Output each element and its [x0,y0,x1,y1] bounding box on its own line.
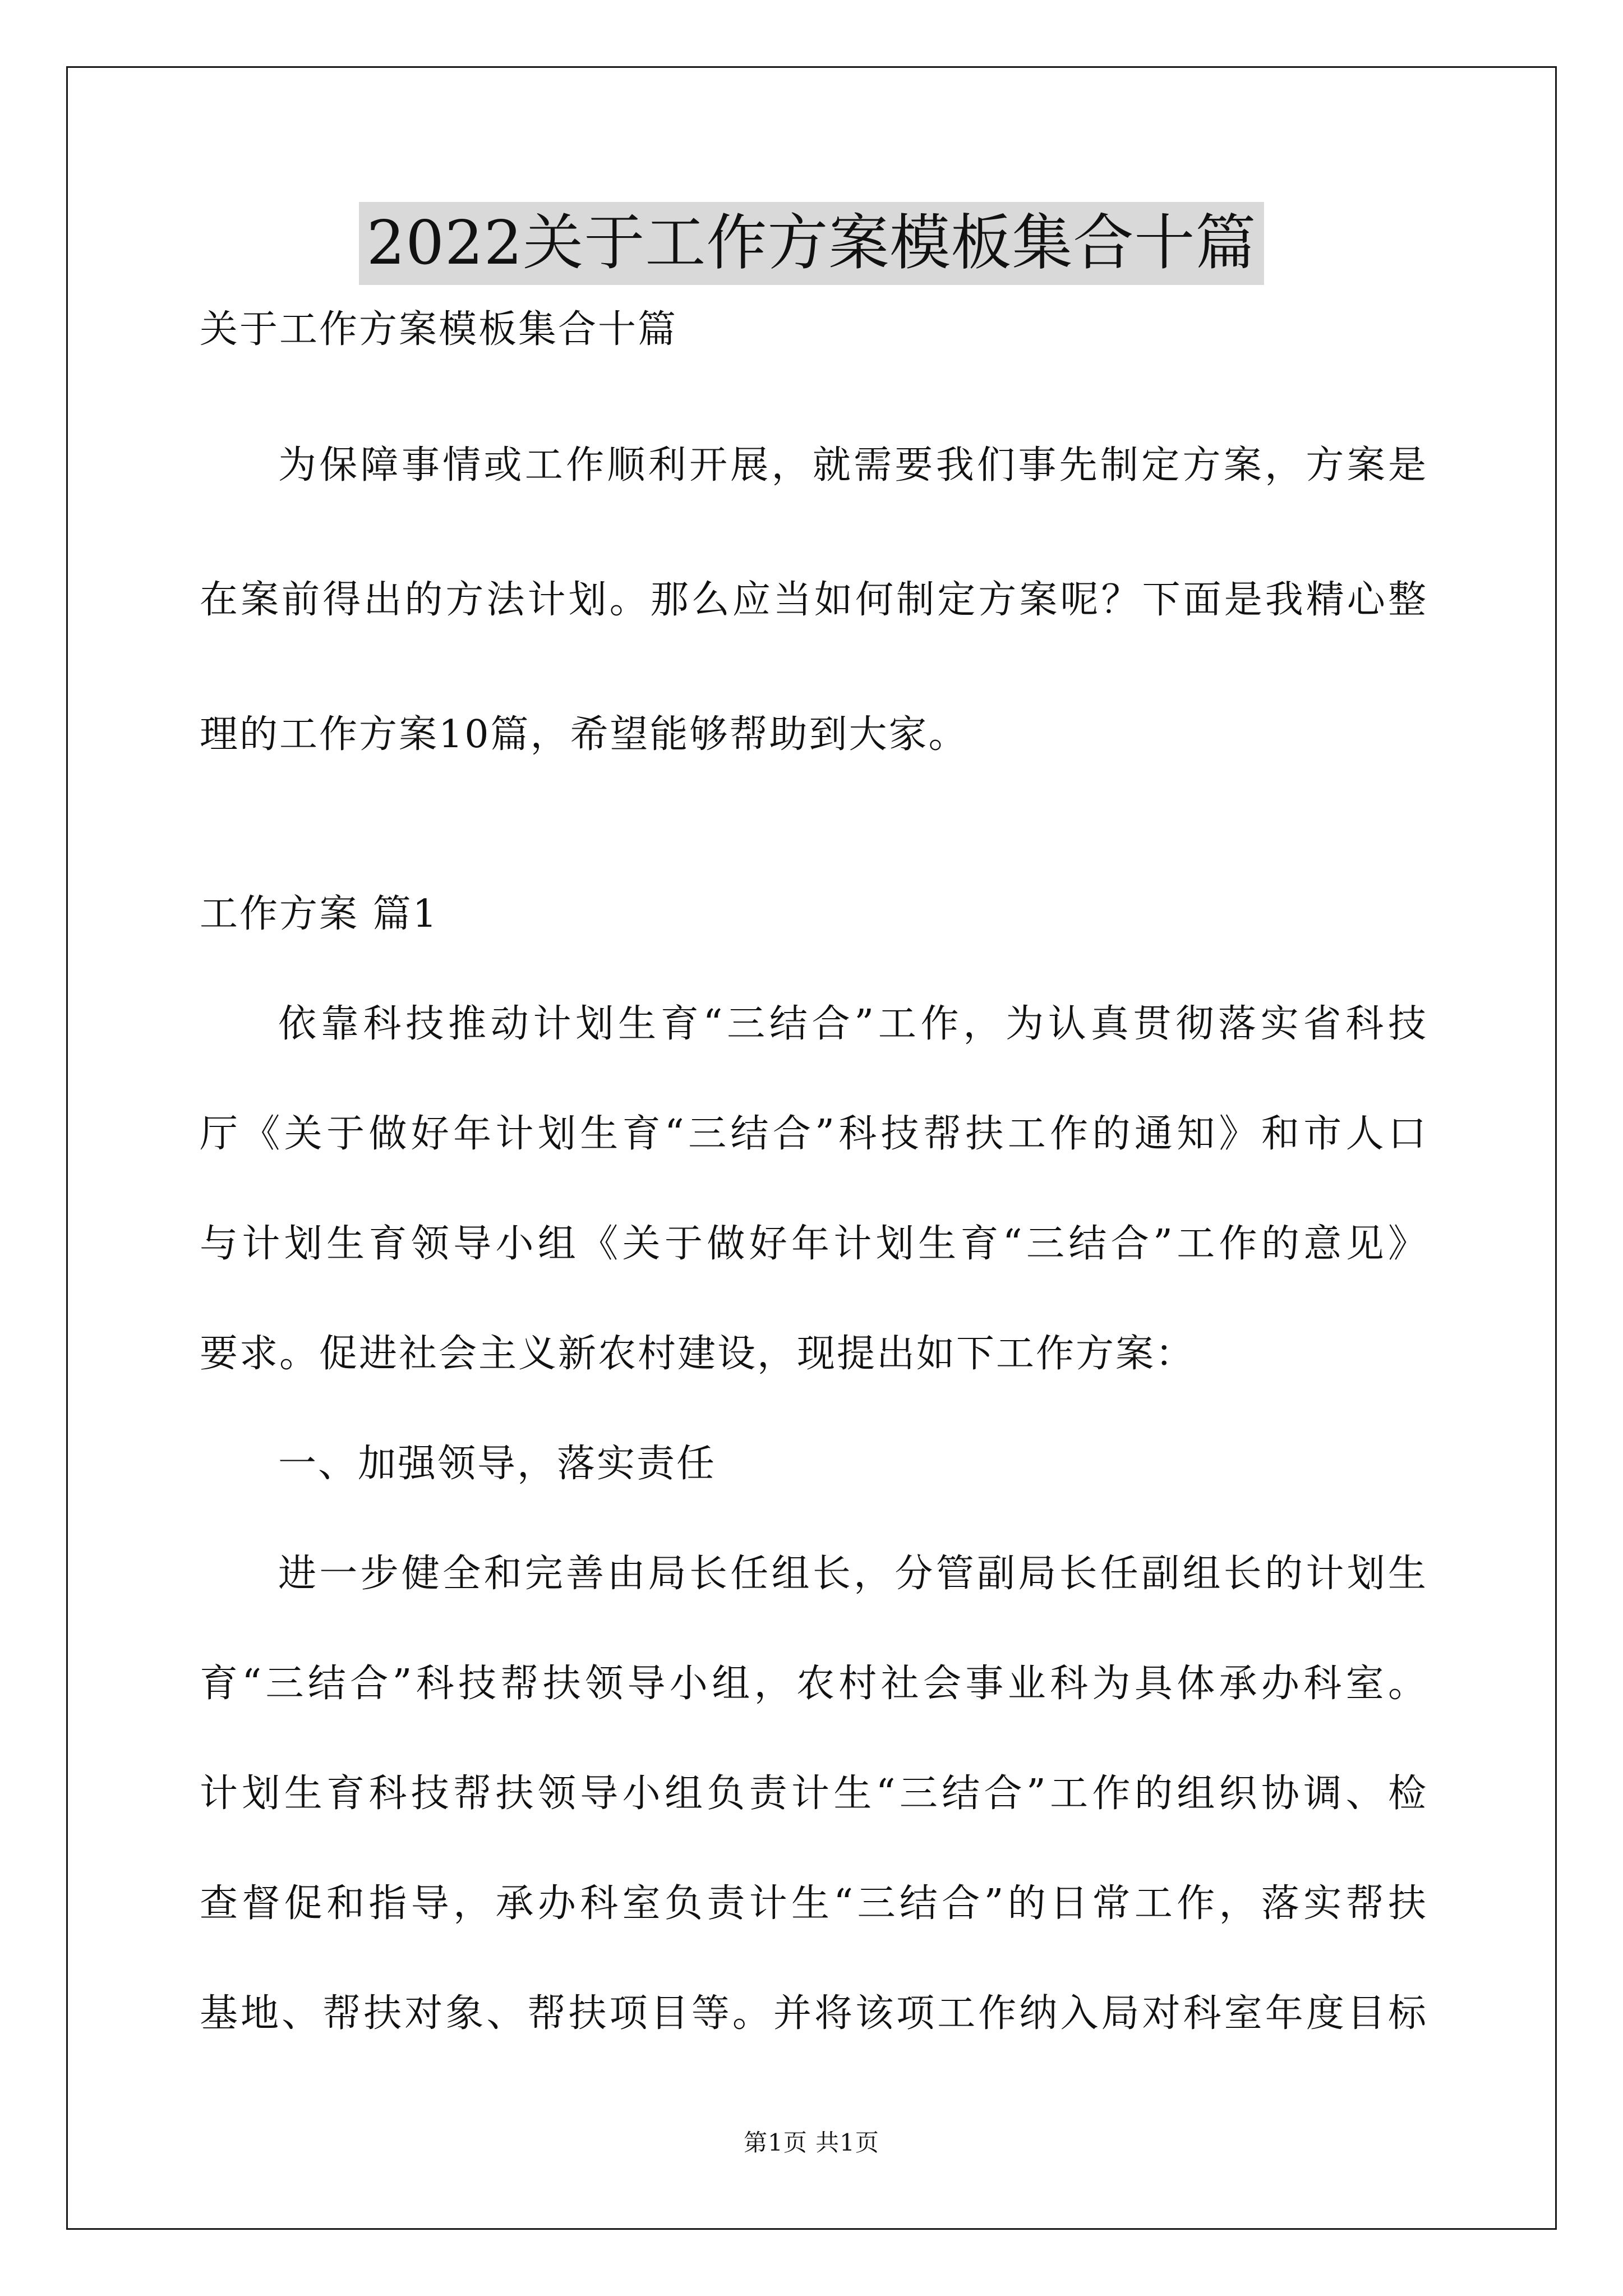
subtitle: 关于工作方案模板集合十篇 [200,307,678,352]
para2-line-1: 进一步健全和完善由局长任组长，分管副局长任副组长的计划生 [278,1552,1428,1596]
item-heading: 一、加强领导，落实责任 [278,1442,717,1486]
intro-line-3: 理的工作方案10篇，希望能够帮助到大家。 [200,712,969,757]
para2-line-4: 查督促和指导，承办科室负责计生“三结合”的日常工作，落实帮扶 [200,1881,1428,1926]
section-heading: 工作方案 篇1 [200,892,439,936]
page-footer: 第1页 共1页 [744,2129,879,2156]
title-container [0,202,1623,285]
intro-line-1: 为保障事情或工作顺利开展，就需要我们事先制定方案，方案是 [278,443,1428,487]
para1-line-1: 依靠科技推动计划生育“三结合”工作，为认真贯彻落实省科技 [278,1002,1428,1046]
para1-line-3: 与计划生育领导小组《关于做好年计划生育“三结合”工作的意见》 [200,1222,1428,1266]
para1-line-4: 要求。促进社会主义新农村建设，现提出如下工作方案： [200,1332,1196,1376]
para2-line-5: 基地、帮扶对象、帮扶项目等。并将该项工作纳入局对科室年度目标 [200,1991,1428,2036]
intro-line-2: 在案前得出的方法计划。那么应当如何制定方案呢？下面是我精心整 [200,578,1428,622]
para2-line-2: 育“三结合”科技帮扶领导小组，农村社会事业科为具体承办科室。 [200,1662,1428,1706]
document-title: 2022关于工作方案模板集合十篇 [359,202,1265,285]
para1-line-2: 厅《关于做好年计划生育“三结合”科技帮扶工作的通知》和市人口 [200,1112,1428,1156]
para2-line-3: 计划生育科技帮扶领导小组负责计生“三结合”工作的组织协调、检 [200,1772,1428,1816]
